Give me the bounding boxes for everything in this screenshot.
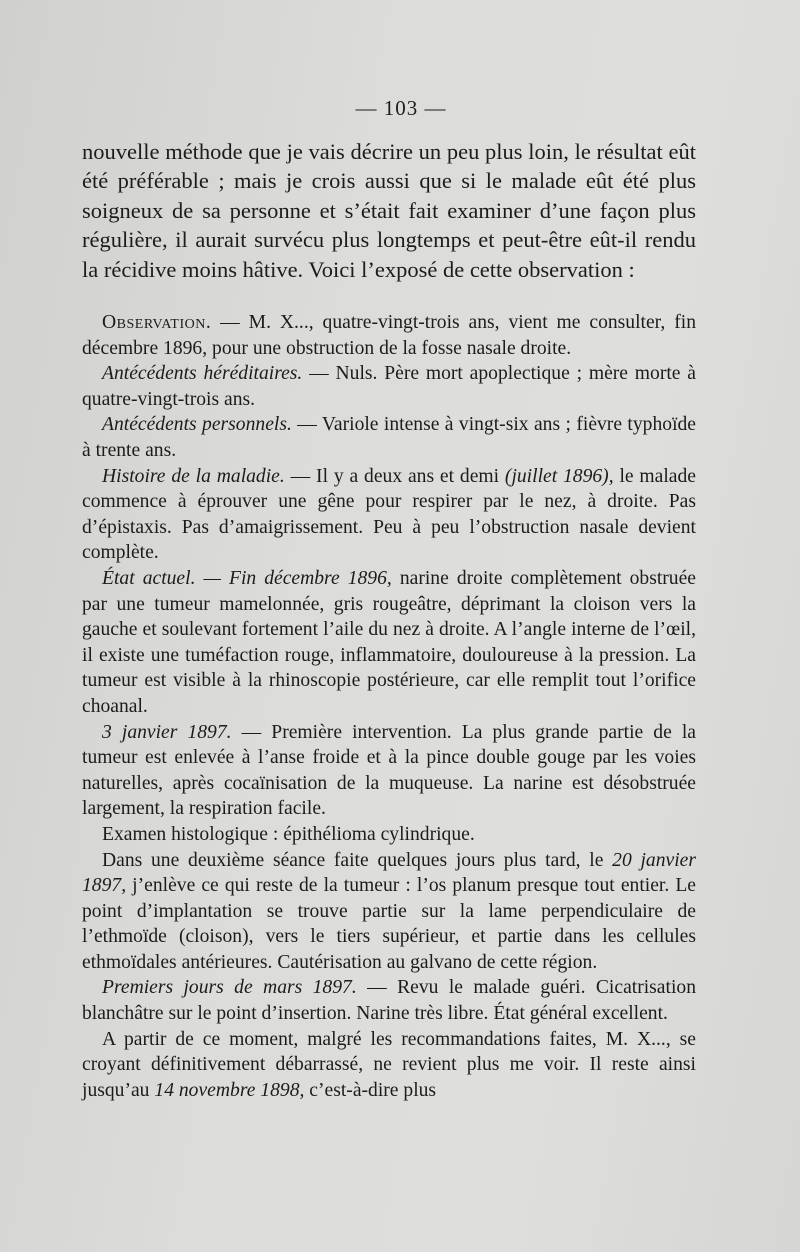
final-text-2: c’est-à-dire plus (304, 1079, 437, 1101)
final-text-1: A partir de ce moment, malgré les recommandations faites, M. X..., se croyant définitivement débarrassé, ne revient plus me voir. Il reste ainsi jusqu’au (82, 1028, 696, 1101)
january-text: — Première intervention. La plus grande partie de la tumeur est enlevée à l’anse froide et à la pince double gouge par les voies naturelles, après cocaïnisation de la muqueuse. La narine est désobstruée largement, la respiration facile. (82, 721, 696, 820)
observation-text: — M. X..., quatre-vingt-trois ans, vient me consulter, fin décembre 1896, pour une obstruction de la fosse nasale droite. (82, 312, 696, 359)
hereditary-paragraph (82, 361, 696, 412)
january-heading: 3 janvier 1897. (102, 721, 232, 743)
personal-text: — Variole intense à vingt-six ans ; fièvre typhoïde à trente ans. (82, 414, 697, 461)
history-text-2: le malade commence à éprouver une gêne pour respirer par le nez, à droite. Pas d’épistaxis. Pas d’amaigrissement. Peu à peu l’obstruction nasale devient complète. (82, 465, 696, 564)
observation-paragraph (82, 310, 696, 361)
second-session-text-1: Dans une deuxième séance faite quelques jours plus tard, le (102, 849, 613, 871)
history-paragraph (82, 464, 696, 566)
personal-heading: Antécédents personnels. (102, 414, 292, 436)
second-session-paragraph (82, 848, 696, 976)
current-state-paragraph (82, 566, 696, 720)
observation-heading: Observation. (102, 312, 212, 334)
page-number: — 103 — (355, 96, 447, 120)
final-date: 14 novembre 1898, (154, 1079, 305, 1101)
final-paragraph (82, 1027, 696, 1104)
history-heading: Histoire de la maladie. (102, 465, 285, 487)
hereditary-text: — Nuls. Père mort apoplectique ; mère morte à quatre-vingt-trois ans. (82, 363, 696, 410)
history-date: (juillet 1896), (504, 465, 614, 487)
intro-section (82, 137, 696, 284)
second-session-date: 20 janvier 1897, (82, 849, 696, 897)
current-state-text: narine droite complètement obstruée par une tumeur mamelonnée, gris rougeâtre, déprimant la cloison vers la gauche et soulevant fortement l’aile du nez à droite. A l’angle interne de l’œil, il existe une tuméfaction rouge, inflammatoire, douloureuse à la pression. La tumeur est visible à la rhinoscopie postérieure, car elle remplit tout l’orifice choanal. (82, 567, 696, 717)
intro-paragraph: nouvelle méthode que je vais décrire un peu plus loin, le résultat eût été préférable ; mais je crois aussi que si le malade eût été plus soigneux de sa personne et s’était fait examiner d’une façon plus régulière, il aurait survécu plus longtemps et peut-être eût-il rendu la récidive moins hâtive. Voici l’exposé de cette observation : (82, 139, 696, 282)
observation-section (82, 310, 696, 1103)
january-paragraph (82, 720, 696, 822)
history-text-1: — Il y a deux ans et demi (284, 465, 505, 487)
second-session-text-2: j’enlève ce qui reste de la tumeur : l’os planum presque tout entier. Le point d’implantation se trouve partie sur la lame perpendiculaire de l’ethmoïde (cloison), vers le tiers supérieur, et partie dans les cellules ethmoïdales antérieures. Cautérisation au galvano de cette région. (82, 875, 696, 973)
current-state-heading: État actuel. — Fin décembre 1896, (102, 567, 392, 589)
histology-paragraph: Examen histologique : épithélioma cylindrique. (102, 823, 475, 845)
march-heading: Premiers jours de mars 1897. (102, 977, 357, 999)
personal-paragraph (82, 412, 696, 463)
march-paragraph (82, 975, 696, 1026)
march-text: — Revu le malade guéri. Cicatrisation blanchâtre sur le point d’insertion. Narine très libre. État général excellent. (82, 977, 696, 1025)
hereditary-heading: Antécédents héréditaires. (102, 363, 303, 385)
